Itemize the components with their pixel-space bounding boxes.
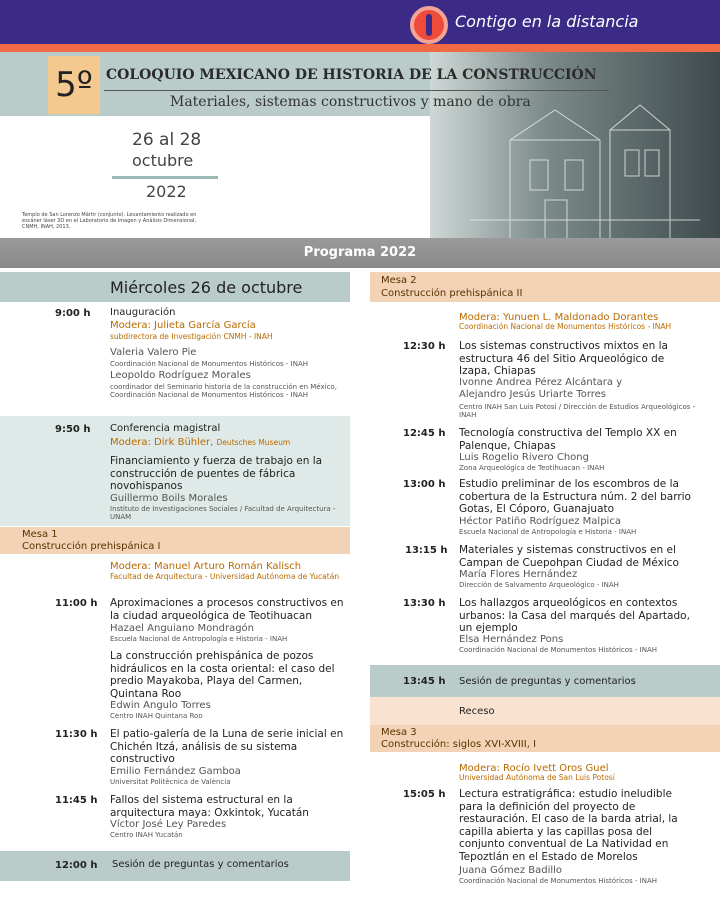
qa-time: 13:45 h bbox=[403, 676, 446, 687]
moderator bbox=[110, 437, 290, 448]
photo-caption: Templo de San Lorenzo Mártir (conjunto). Levantamiento realizado en escáner láser 3D en el Laboratorio de Imagen y Análisis Dimensional, CNMH, INAH, 2013. bbox=[22, 212, 197, 230]
speaker-institution: Universitat Politècnica de València bbox=[110, 778, 231, 786]
talk-title: Los hallazgos arqueológicos en contextos urbanos: la Casa del marqués del Apartado, un ejemplo bbox=[459, 597, 690, 634]
speaker-institution: Escuela Nacional de Antropología e Historia - INAH bbox=[110, 635, 288, 643]
qa-title: Sesión de preguntas y comentarios bbox=[459, 676, 636, 687]
talk-time: 12:45 h bbox=[403, 428, 446, 439]
speaker: Guillermo Boils Morales bbox=[110, 493, 228, 504]
speaker-institution: coordinador del Seminario historia de la construcción en México, Coordinación Nacional de Monumentos Históricos - INAH bbox=[110, 383, 337, 399]
moderator: Modera: Julieta García García bbox=[110, 320, 256, 331]
moderator: Modera: Rocío Ivett Oros Guel bbox=[459, 763, 609, 774]
speaker-institution: Centro INAH San Luis Potosí / Dirección de Estudios Arqueológicos - INAH bbox=[459, 403, 696, 419]
speaker-institution: Coordinación Nacional de Monumentos Históricos - INAH bbox=[459, 646, 658, 654]
break-block bbox=[370, 697, 720, 725]
speaker-institution: Instituto de Investigaciones Sociales / Facultad de Arquitectura - UNAM bbox=[110, 505, 336, 521]
talk-title: La construcción prehispánica de pozos hidráulicos en la costa oriental: el caso del predio Mayakoba, Playa del Carmen, Quintana Roo bbox=[110, 650, 335, 700]
session-title: Inauguración bbox=[110, 307, 176, 318]
talk-title: Los sistemas constructivos mixtos en la estructura 46 del Sitio Arqueológico de Izapa, Chiapas bbox=[459, 340, 668, 377]
moderator-institution: Universidad Autónoma de San Luis Potosí bbox=[459, 773, 615, 782]
conference-title: COLOQUIO MEXICANO DE HISTORIA DE LA CONSTRUCCIÓN bbox=[106, 67, 597, 83]
moderator-name: Modera: Dirk Bühler, bbox=[110, 437, 214, 448]
brand-name: Contigo en la distancia bbox=[455, 12, 639, 31]
talk-time: 13:00 h bbox=[403, 479, 446, 490]
talk-time: 11:45 h bbox=[55, 795, 98, 806]
talk-title: Tecnología constructiva del Templo XX en Palenque, Chiapas bbox=[459, 427, 677, 452]
session-time: 9:50 h bbox=[55, 424, 91, 435]
qa-time: 12:00 h bbox=[55, 860, 98, 871]
speaker: Emilio Fernández Gamboa bbox=[110, 766, 241, 777]
talk-title: Lectura estratigráfica: estudio ineludible para la definición del proyecto de restauración. El caso de la barda atrial, la capilla abierta y las capillas posa del conjunto conventual de La Natividad en Tepoztlán en el Estado de Morelos bbox=[459, 788, 678, 863]
speaker: Luis Rogelio Rivero Chong bbox=[459, 452, 589, 463]
talk-time: 13:15 h bbox=[405, 545, 448, 556]
talk-time: 11:30 h bbox=[55, 729, 98, 740]
speaker: Juana Gómez Badillo bbox=[459, 865, 563, 876]
conference-subtitle: Materiales, sistemas constructivos y mano de obra bbox=[170, 94, 531, 110]
mesa-label: Mesa 1 bbox=[22, 529, 58, 540]
mesa-name: Construcción: siglos XVI-XVIII, I bbox=[381, 739, 537, 750]
mesa-label: Mesa 3 bbox=[381, 727, 417, 738]
session-title: Conferencia magistral bbox=[110, 423, 221, 434]
speaker: Ivonne Andrea Pérez Alcántara y Alejandro Jesús Uriarte Torres bbox=[459, 377, 623, 400]
church-scan-icon bbox=[470, 100, 700, 240]
speaker-institution: Dirección de Salvamento Arqueológico - INAH bbox=[459, 581, 619, 589]
divider bbox=[104, 90, 609, 91]
talk-title: Financiamiento y fuerza de trabajo en la construcción de puentes de fábrica novohispanos bbox=[110, 455, 323, 492]
speaker-institution: Zona Arqueológica de Teotihuacan - INAH bbox=[459, 464, 605, 472]
moderator-institution: subdirectora de Investigación CNMH - INAH bbox=[110, 332, 273, 341]
divider bbox=[112, 176, 218, 179]
speaker-institution: Centro INAH Quintana Roo bbox=[110, 712, 203, 720]
mesa-label: Mesa 2 bbox=[381, 275, 417, 286]
mesa-name: Construcción prehispánica I bbox=[22, 541, 161, 552]
talk-title: El patio-galería de la Luna de serie inicial en Chichén Itzá, análisis de su sistema constructivo bbox=[110, 728, 344, 765]
speaker: Hazael Anguiano Mondragón bbox=[110, 623, 255, 634]
mesa-name: Construcción prehispánica II bbox=[381, 288, 523, 299]
talk-title: Materiales y sistemas constructivos en el Campan de Cuepohpan Ciudad de México bbox=[459, 544, 679, 569]
talk-title: Estudio preliminar de los escombros de la cobertura de la Estructura núm. 2 del barrio Gotas, El Cóporo, Guanajuato bbox=[459, 478, 691, 515]
speaker: Valeria Valero Pie bbox=[110, 347, 197, 358]
speaker-institution: Centro INAH Yucatán bbox=[110, 831, 183, 839]
speaker: Leopoldo Rodríguez Morales bbox=[110, 370, 251, 381]
speaker: Elsa Hernández Pons bbox=[459, 634, 564, 645]
day-title: Miércoles 26 de octubre bbox=[110, 278, 303, 297]
talk-title: Aproximaciones a procesos constructivos en la ciudad arqueológica de Teotihuacan bbox=[110, 597, 344, 622]
break-label: Receso bbox=[459, 706, 495, 717]
qa-title: Sesión de preguntas y comentarios bbox=[112, 859, 289, 870]
speaker: Víctor José Ley Paredes bbox=[110, 819, 227, 830]
speaker: Edwin Angulo Torres bbox=[110, 700, 211, 711]
talk-time: 13:30 h bbox=[403, 598, 446, 609]
date-year: 2022 bbox=[146, 182, 187, 201]
moderator: Modera: Manuel Arturo Román Kalisch bbox=[110, 561, 302, 572]
moderator-institution: Deutsches Museum bbox=[216, 438, 291, 447]
speaker-institution: Coordinación Nacional de Monumentos Históricos - INAH bbox=[110, 360, 309, 368]
moderator-institution: Facultad de Arquitectura - Universidad Autónoma de Yucatán bbox=[110, 572, 340, 581]
speaker-institution: Coordinación Nacional de Monumentos Históricos - INAH bbox=[459, 877, 658, 885]
speaker: María Flores Hernández bbox=[459, 569, 578, 580]
moderator-institution: Coordinación Nacional de Monumentos Históricos - INAH bbox=[459, 322, 672, 331]
accent-bar bbox=[0, 44, 720, 52]
speaker: Héctor Patiño Rodríguez Malpica bbox=[459, 516, 621, 527]
date-month: octubre bbox=[132, 151, 194, 170]
speaker-institution: Escuela Nacional de Antropología e Historia - INAH bbox=[459, 528, 637, 536]
edition-number: 5º bbox=[48, 56, 100, 114]
talk-time: 15:05 h bbox=[403, 789, 446, 800]
session-time: 9:00 h bbox=[55, 308, 91, 319]
talk-time: 12:30 h bbox=[403, 341, 446, 352]
brand-logo-icon bbox=[410, 6, 448, 44]
talk-time: 11:00 h bbox=[55, 598, 98, 609]
moderator: Modera: Yunuen L. Maldonado Dorantes bbox=[459, 312, 659, 323]
date-range: 26 al 28 bbox=[132, 130, 202, 150]
program-label: Programa 2022 bbox=[0, 238, 720, 268]
talk-title: Fallos del sistema estructural en la arquitectura maya: Oxkintok, Yucatán bbox=[110, 794, 309, 819]
